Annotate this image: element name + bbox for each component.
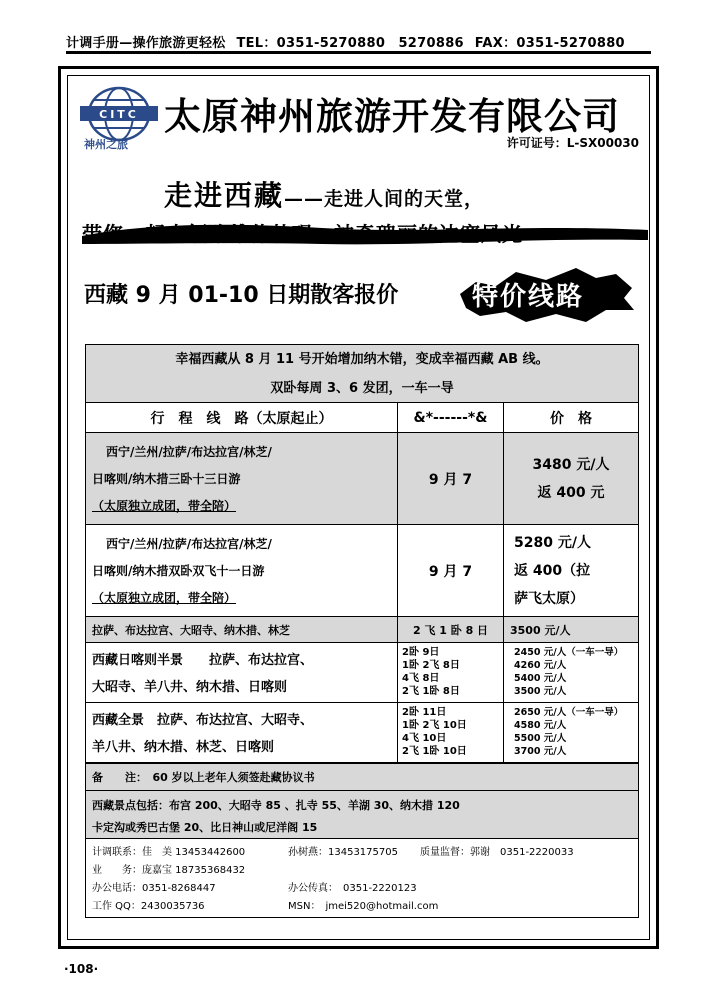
price-line: 2450 元/人（一车一导）	[514, 647, 624, 658]
price-cell: 3500 元/人	[510, 623, 571, 637]
date-line: 4飞 8日	[402, 673, 440, 684]
phone-number: TEL：0351-5270880 5270886	[236, 36, 464, 51]
date-cell	[398, 703, 504, 762]
date-line: 2飞 1卧 8日	[402, 686, 460, 697]
logo-wordmark: CITC	[99, 108, 139, 121]
table-row	[86, 525, 638, 617]
table-row	[86, 617, 638, 643]
table-header	[86, 403, 638, 433]
price-cell	[504, 643, 638, 702]
price-line: 3500 元/人	[514, 686, 567, 697]
contact-line: MSN： jmei520@hotmail.com	[288, 901, 439, 912]
page-content	[67, 75, 650, 940]
special-route-label: 特价线路	[472, 282, 585, 312]
route-line: 西藏全景 拉萨、布达拉宫、大昭寺、	[92, 713, 314, 728]
price-line: 4260 元/人	[514, 660, 567, 671]
route-note: （太原独立成团，带全陪）	[92, 591, 237, 605]
price-line: 5280 元/人	[514, 535, 591, 551]
contact-line: 办公传真： 0351-2220123	[288, 883, 417, 894]
contact-line: 办公电话：0351-8268447	[92, 883, 216, 894]
banner-title	[164, 174, 484, 214]
price-line: 返 400 元	[537, 484, 605, 501]
contact-line: 工作 QQ：2430035736	[92, 901, 205, 912]
header-price: 价 格	[550, 410, 592, 427]
date-cell	[398, 643, 504, 702]
table-row	[86, 433, 638, 525]
price-line: 萨飞太原）	[514, 591, 584, 607]
date-line: 4飞 10日	[402, 733, 447, 744]
date-line: 2飞 1卧 10日	[402, 746, 467, 757]
table-row	[86, 703, 638, 763]
contact-info	[86, 839, 638, 917]
price-line: 2650 元/人（一车一导）	[514, 707, 624, 718]
banner-subtitle	[82, 214, 648, 248]
date-line: 2卧 9日	[402, 647, 440, 658]
page-title: 西藏 9 月 01-10 日期散客报价	[84, 283, 399, 308]
date-cell: 2 飞 1 卧 8 日	[398, 617, 504, 642]
intro-line-1: 幸福西藏从 8 月 11 号开始增加纳木错，变成幸福西藏 AB 线。	[175, 352, 549, 367]
date-line: 1卧 2飞 10日	[402, 720, 467, 731]
logo-caption: 神州之旅	[84, 138, 128, 151]
license-number: 许可证号：L-SX00030	[506, 136, 639, 150]
route-line: 日喀则/纳木措三卧十三日游	[92, 472, 241, 486]
route-line: 日喀则/纳木措双卧双飞十一日游	[92, 564, 265, 578]
price-line: 4580 元/人	[514, 720, 567, 731]
route-line: 西宁/兰州/拉萨/布达拉宫/林芝/	[106, 445, 272, 459]
intro-line-2: 双卧每周 3、6 发团，一车一导	[86, 375, 638, 403]
date-line: 1卧 2飞 8日	[402, 660, 460, 671]
route-cell	[86, 703, 398, 762]
route-line: 西藏日喀则半景 拉萨、布达拉宫、	[92, 653, 314, 668]
banner-main: 走进西藏	[164, 179, 285, 212]
scenic-line: 卡定沟或秀巴古堡 20、比日神山或尼洋阁 15	[92, 821, 318, 834]
table-row	[86, 643, 638, 703]
header-route: 行 程 线 路（太原起止）	[86, 403, 398, 432]
banner-line2: 带您一起去领略雄伟壮观、神奇瑰丽的边塞风光	[82, 222, 523, 246]
route-cell	[86, 433, 398, 524]
page-frame	[58, 66, 659, 949]
date-line: 2卧 11日	[402, 707, 447, 718]
price-line: 3700 元/人	[514, 746, 567, 757]
scenic-fees	[86, 791, 638, 839]
price-line: 返 400（拉	[514, 563, 591, 579]
remarks: 备 注： 60 岁以上老年人须签赴藏协议书	[86, 763, 638, 791]
page-number: ·108·	[64, 962, 99, 976]
route-note: （太原独立成团，带全陪）	[92, 499, 237, 513]
price-cell	[504, 703, 638, 762]
price-table	[85, 344, 639, 918]
scenic-line: 西藏景点包括：布宫 200、大昭寺 85 、扎寺 55、羊湖 30、纳木措 120	[92, 799, 460, 812]
route-cell	[86, 525, 398, 616]
route-cell: 拉萨、布达拉宫、大昭寺、纳木措、林芝	[86, 617, 398, 642]
route-line: 大昭寺、羊八井、纳木措、日喀则	[92, 680, 288, 695]
route-line: 羊八井、纳木措、林芝、日喀则	[92, 740, 275, 755]
price-line: 5500 元/人	[514, 733, 567, 744]
contact-line: 计调联系：佳 美 13453442600	[92, 847, 246, 858]
price-cell	[504, 433, 638, 524]
slogan: 计调手册—操作旅游更轻松	[66, 36, 226, 51]
company-name: 太原神州旅游开发有限公司	[164, 94, 620, 138]
route-cell	[86, 643, 398, 702]
special-route-badge	[456, 264, 636, 326]
route-line: 西宁/兰州/拉萨/布达拉宫/林芝/	[106, 537, 272, 551]
price-line: 3480 元/人	[532, 456, 610, 473]
contact-line: 业 务：庞嘉宝 18735368432	[92, 865, 246, 876]
contact-line: 质量监督：郭谢 0351-2220033	[420, 847, 574, 858]
header-date: &*------*&	[398, 403, 504, 432]
price-cell	[504, 525, 638, 616]
date-cell: 9 月 7	[398, 525, 504, 616]
contact-line: 孙树燕：13453175705	[288, 847, 398, 858]
header-bar	[66, 32, 651, 54]
fax-number: FAX：0351-5270880	[474, 36, 625, 51]
price-line: 5400 元/人	[514, 673, 567, 684]
date-cell: 9 月 7	[398, 433, 504, 524]
banner-tail: ——走进人间的天堂，	[284, 188, 485, 210]
